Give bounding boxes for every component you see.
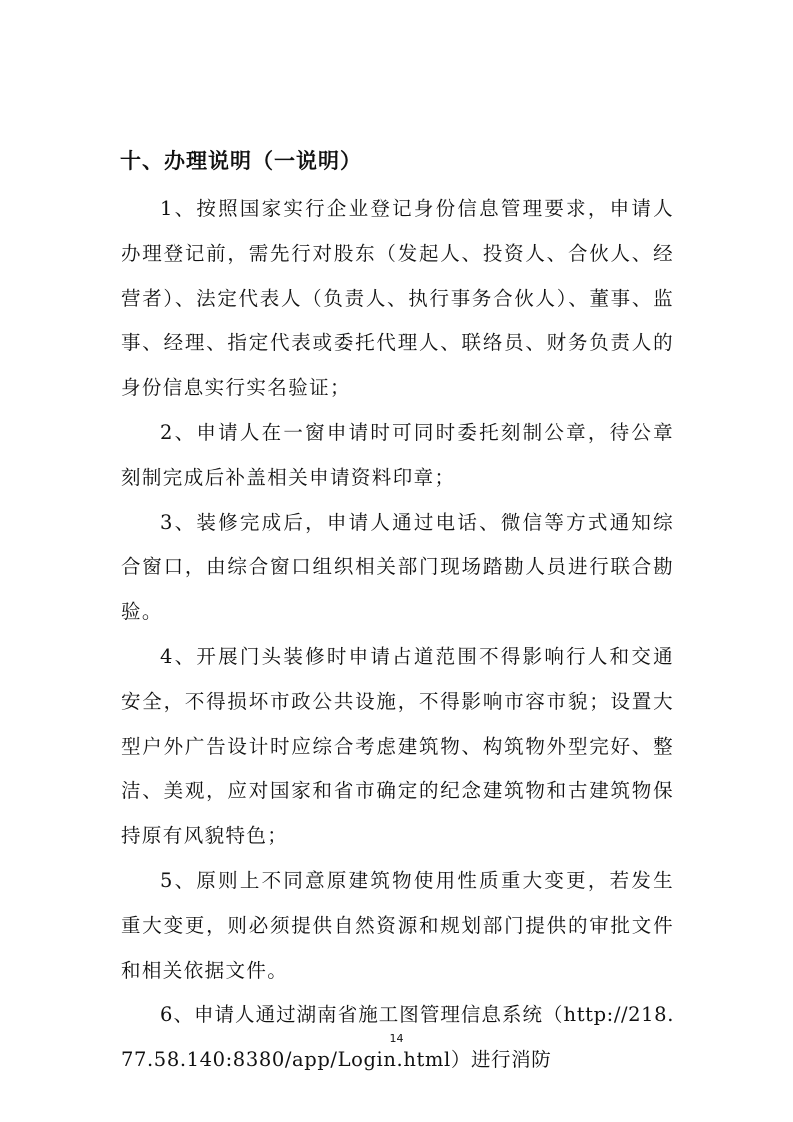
- page-number: 14: [389, 1032, 404, 1045]
- body-text: [121, 187, 674, 1083]
- paragraph-4: 4、开展门头装修时申请占道范围不得影响行人和交通安全，不得损坏市政公共设施，不得影响市容市貌；设置大型户外广告设计时应综合考虑建筑物、构筑物外型完好、整洁、美观，应对国家和省市确定的纪念建筑物和古建筑物保持原有风貌特色；: [121, 644, 674, 848]
- paragraph-6: 6、申请人通过湖南省施工图管理信息系统（http://218.77.58.140:8380/app/Login.html）进行消防: [121, 1003, 674, 1072]
- paragraph-2: 2、申请人在一窗申请时可同时委托刻制公章，待公章刻制完成后补盖相关申请资料印章；: [121, 420, 674, 489]
- paragraph-5: 5、原则上不同意原建筑物使用性质重大变更，若发生重大变更，则必须提供自然资源和规划部门提供的审批文件和相关依据文件。: [121, 868, 674, 982]
- paragraph-3: 3、装修完成后，申请人通过电话、微信等方式通知综合窗口，由综合窗口组织相关部门现场踏勘人员进行联合勘验。: [121, 510, 674, 624]
- section-heading: 十、办理说明（一说明）: [120, 149, 362, 173]
- paragraph-1: 1、按照国家实行企业登记身份信息管理要求，申请人办理登记前，需先行对股东（发起人、投资人、合伙人、经营者）、法定代表人（负责人、执行事务合伙人）、董事、监事、经理、指定代表或委托代理人、联络员、财务负责人的身份信息实行实名验证；: [121, 197, 674, 400]
